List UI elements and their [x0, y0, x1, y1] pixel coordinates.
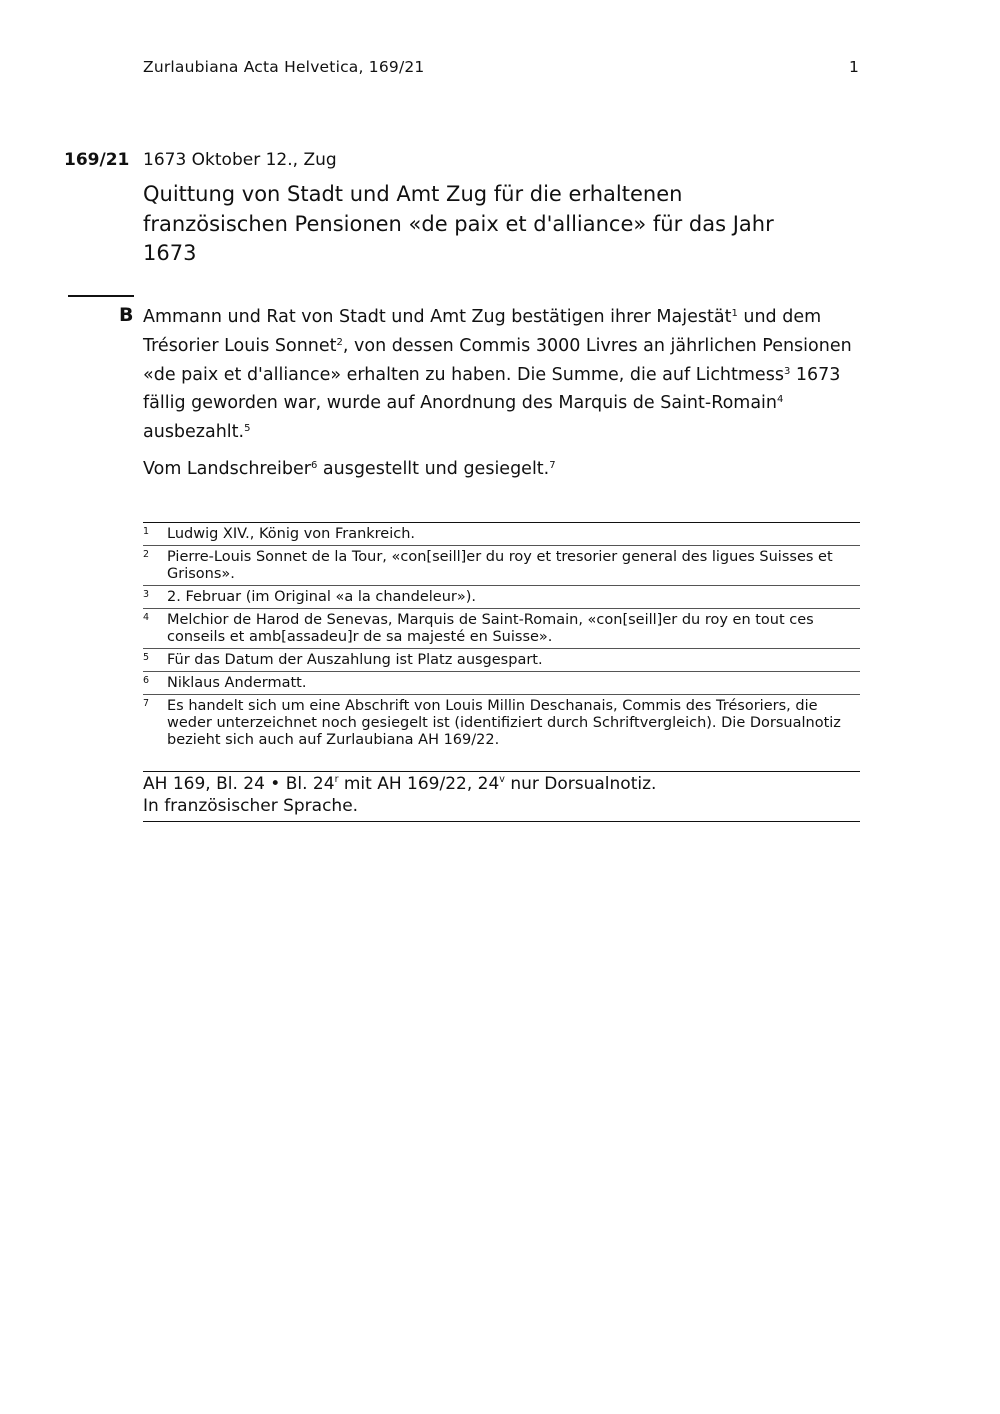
footnote-number: 5 [143, 652, 150, 663]
regest [143, 303, 863, 484]
footnote-ref[interactable]: 2 [336, 336, 343, 348]
footnote-ref[interactable]: 5 [244, 423, 251, 435]
footnote-number: 3 [143, 589, 150, 600]
footnote-text: Melchior de Harod de Senevas, Marquis de Saint-Romain, «con[seill]er du roy en tout ces conseils et amb[assadeu]r de sa majesté en Suisse». [167, 612, 814, 645]
document-title: Quittung von Stadt und Amt Zug für die erhaltenen französischen Pensionen «de paix et d'alliance» für das Jahr 1673 [143, 182, 774, 265]
source-text: AH 169, Bl. 24 • Bl. 24 [143, 774, 335, 794]
footnote-item [143, 695, 860, 751]
regest-text: , von dessen Commis 3000 Livres an jährlichen Pensionen «de paix et d'alliance» erhalten zu haben. Die Summe, die auf Lichtmess [143, 335, 852, 385]
marker-rule [68, 295, 134, 297]
regest-paragraph [143, 455, 863, 484]
footnote-text: Ludwig XIV., König von Frankreich. [167, 526, 416, 542]
verso-mark: v [499, 774, 505, 785]
recto-mark: r [334, 774, 339, 785]
footnote-item [143, 609, 860, 649]
footnotes [143, 522, 860, 751]
regest-text: ausgestellt und gesiegelt. [317, 458, 550, 479]
footnote-number: 7 [143, 698, 150, 709]
running-head: Zurlaubiana Acta Helvetica, 169/21 [143, 58, 425, 76]
source-text: mit AH 169/22, 24 [338, 774, 500, 794]
footnote-item [143, 546, 860, 586]
footnote-ref[interactable]: 3 [783, 365, 791, 377]
footnote-item [143, 649, 860, 672]
footnote-number: 6 [143, 675, 150, 686]
regest-text: Ammann und Rat von Stadt und Amt Zug bestätigen ihrer Majestät [143, 307, 732, 327]
regest-text: ausbezahlt. [143, 422, 245, 443]
footnote-text: 2. Februar (im Original «a la chandeleur»). [167, 589, 476, 605]
source-text: nur Dorsualnotiz. [504, 774, 657, 794]
document-date-place: 1673 Oktober 12., Zug [143, 150, 337, 170]
footnote-item [143, 672, 860, 695]
footnote-ref[interactable]: 7 [549, 459, 556, 471]
footnote-ref[interactable]: 1 [731, 308, 738, 319]
footnote-number: 2 [143, 549, 150, 560]
regest-text: 1673 fällig geworden war, wurde auf Anordnung des Marquis de Saint-Romain [143, 364, 841, 414]
footnote-text: Niklaus Andermatt. [167, 675, 307, 691]
footnote-text: Pierre-Louis Sonnet de la Tour, «con[seill]er du roy et tresorier general des ligues Suisses et Grisons». [167, 549, 833, 582]
source-line [143, 774, 860, 796]
regest-text: Vom Landschreiber [143, 458, 311, 479]
footnote-text: Für das Datum der Auszahlung ist Platz ausgespart. [167, 652, 543, 668]
footnote-ref[interactable]: 6 [310, 459, 318, 471]
footnote-number: 4 [143, 612, 150, 623]
regest-paragraph [143, 303, 863, 447]
footnote-number: 1 [143, 526, 150, 537]
language-note: In französischer Sprache. [143, 795, 359, 816]
footnote-ref[interactable]: 4 [777, 394, 784, 406]
regest-text: und dem Trésorier Louis Sonnet [143, 307, 822, 356]
source-apparatus [143, 771, 860, 822]
document-number: 169/21 [64, 150, 130, 170]
regest-marker: B [119, 304, 134, 326]
page-number: 1 [849, 58, 859, 76]
footnote-item [143, 523, 860, 546]
footnote-text: Es handelt sich um eine Abschrift von Louis Millin Deschanais, Commis des Trésoriers, die weder unterzeichnet noch gesiegelt ist (identifiziert durch Schriftvergleich). Die Dorsualnotiz bezieht sich auch auf Zurlaubiana AH 169/22. [167, 698, 841, 748]
footnote-item [143, 586, 860, 609]
